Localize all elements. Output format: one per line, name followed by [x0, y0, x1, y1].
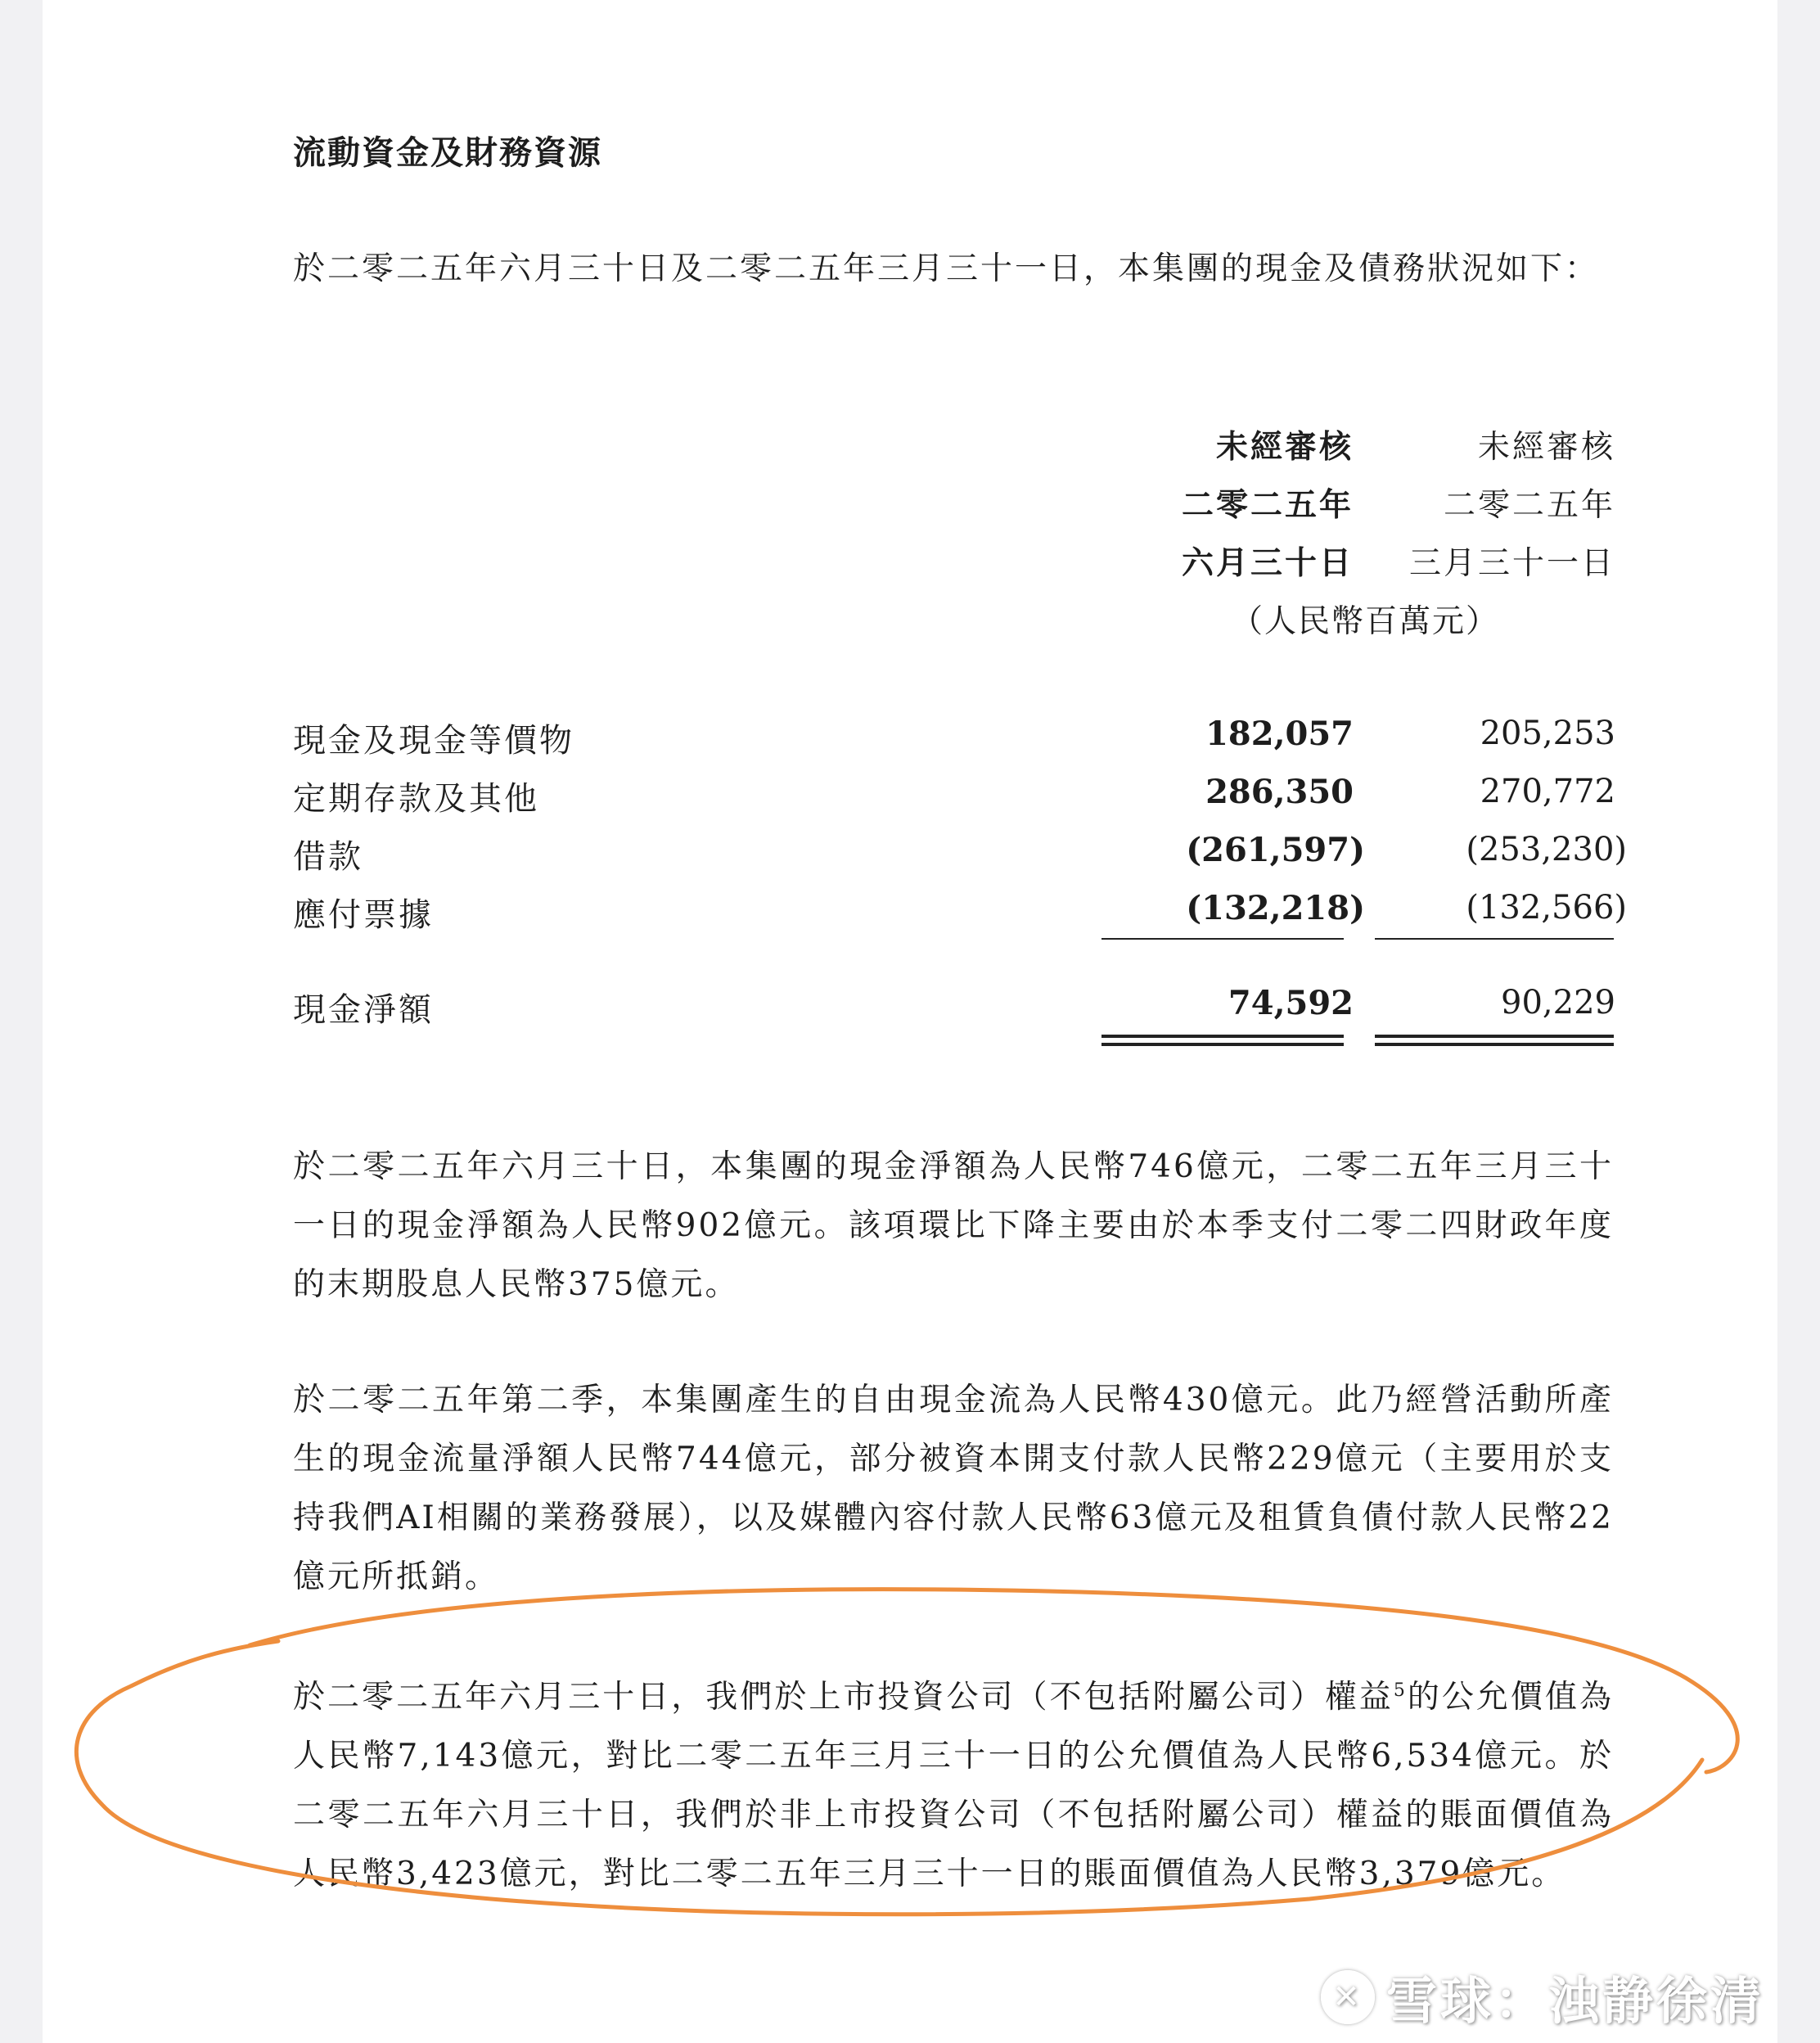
row-borrowings-value-mar: (253,230) — [1466, 831, 1627, 868]
investments-text-end: 的公允價值為人民幣7,143億元，對比二零二五年三月三十一日的公允價值為人民幣6,534億元。於二零二五年六月三十日，我們於非上市投資公司（不包括附屬公司）權益的賬面價值為人民幣3,423億元，對比二零二五年三月三十一日的賬面價值為人民幣3,379億元。 — [293, 1679, 1614, 1892]
row-label-borrowings: 借款 — [293, 838, 363, 876]
snowball-logo-icon: ✕ — [1321, 1970, 1375, 2024]
col1-header-line1: 未經審核 — [1215, 428, 1354, 466]
row-deposits-value-mar: 270,772 — [1480, 773, 1615, 810]
free-cash-flow-paragraph: 於二零二五年第二季，本集團產生的自由現金流為人民幣430億元。此乃經營活動所產生的現金流量淨額人民幣744億元，部分被資本開支付款人民幣229億元（主要用於支持我們AI相關的業務發展），以及媒體內容付款人民幣63億元及租賃負債付款人民幣22億元所抵銷。 — [293, 1382, 1614, 1595]
row-label-net-cash: 現金淨額 — [293, 991, 434, 1029]
section-heading: 流動資金及財務資源 — [293, 133, 602, 172]
row-label-notes-payable: 應付票據 — [293, 896, 434, 934]
col1-header-line2: 二零二五年 — [1181, 486, 1354, 524]
net-cash-value-jun: 74,592 — [1228, 984, 1354, 1022]
row-cash-value-mar: 205,253 — [1480, 715, 1615, 752]
col2-header-line2: 二零二五年 — [1443, 487, 1615, 524]
annotation-stroke — [76, 1590, 1737, 1914]
net-cash-value-mar: 90,229 — [1501, 984, 1615, 1022]
row-label-cash: 現金及現金等價物 — [293, 722, 574, 760]
row-cash-value-jun: 182,057 — [1205, 715, 1354, 753]
col1-header-line3: 六月三十日 — [1181, 544, 1354, 582]
unit-label: （人民幣百萬元） — [1230, 603, 1499, 640]
watermark-text: 雪球：浊静徐清 — [1385, 1971, 1764, 2031]
row-deposits-value-jun: 286,350 — [1205, 773, 1354, 811]
footnote-marker: 5 — [1393, 1680, 1408, 1701]
row-borrowings-value-jun: (261,597) — [1186, 831, 1365, 869]
col2-header-line3: 三月三十一日 — [1408, 545, 1615, 582]
intro-paragraph: 於二零二五年六月三十日及二零二五年三月三十一日，本集團的現金及債務狀況如下： — [293, 250, 1600, 287]
row-label-deposits: 定期存款及其他 — [293, 780, 539, 818]
net-cash-paragraph: 於二零二五年六月三十日，本集團的現金淨額為人民幣746億元，二零二五年三月三十一日的現金淨額為人民幣902億元。該項環比下降主要由於本季支付二零二四財政年度的末期股息人民幣375億元。 — [293, 1148, 1614, 1303]
watermark — [1321, 1960, 1764, 2033]
row-notes-value-jun: (132,218) — [1186, 889, 1365, 927]
investments-text-start: 於二零二五年六月三十日，我們於上市投資公司（不包括附屬公司）權益 — [293, 1679, 1394, 1716]
row-notes-value-mar: (132,566) — [1466, 889, 1627, 927]
col2-header-line1: 未經審核 — [1477, 429, 1615, 466]
